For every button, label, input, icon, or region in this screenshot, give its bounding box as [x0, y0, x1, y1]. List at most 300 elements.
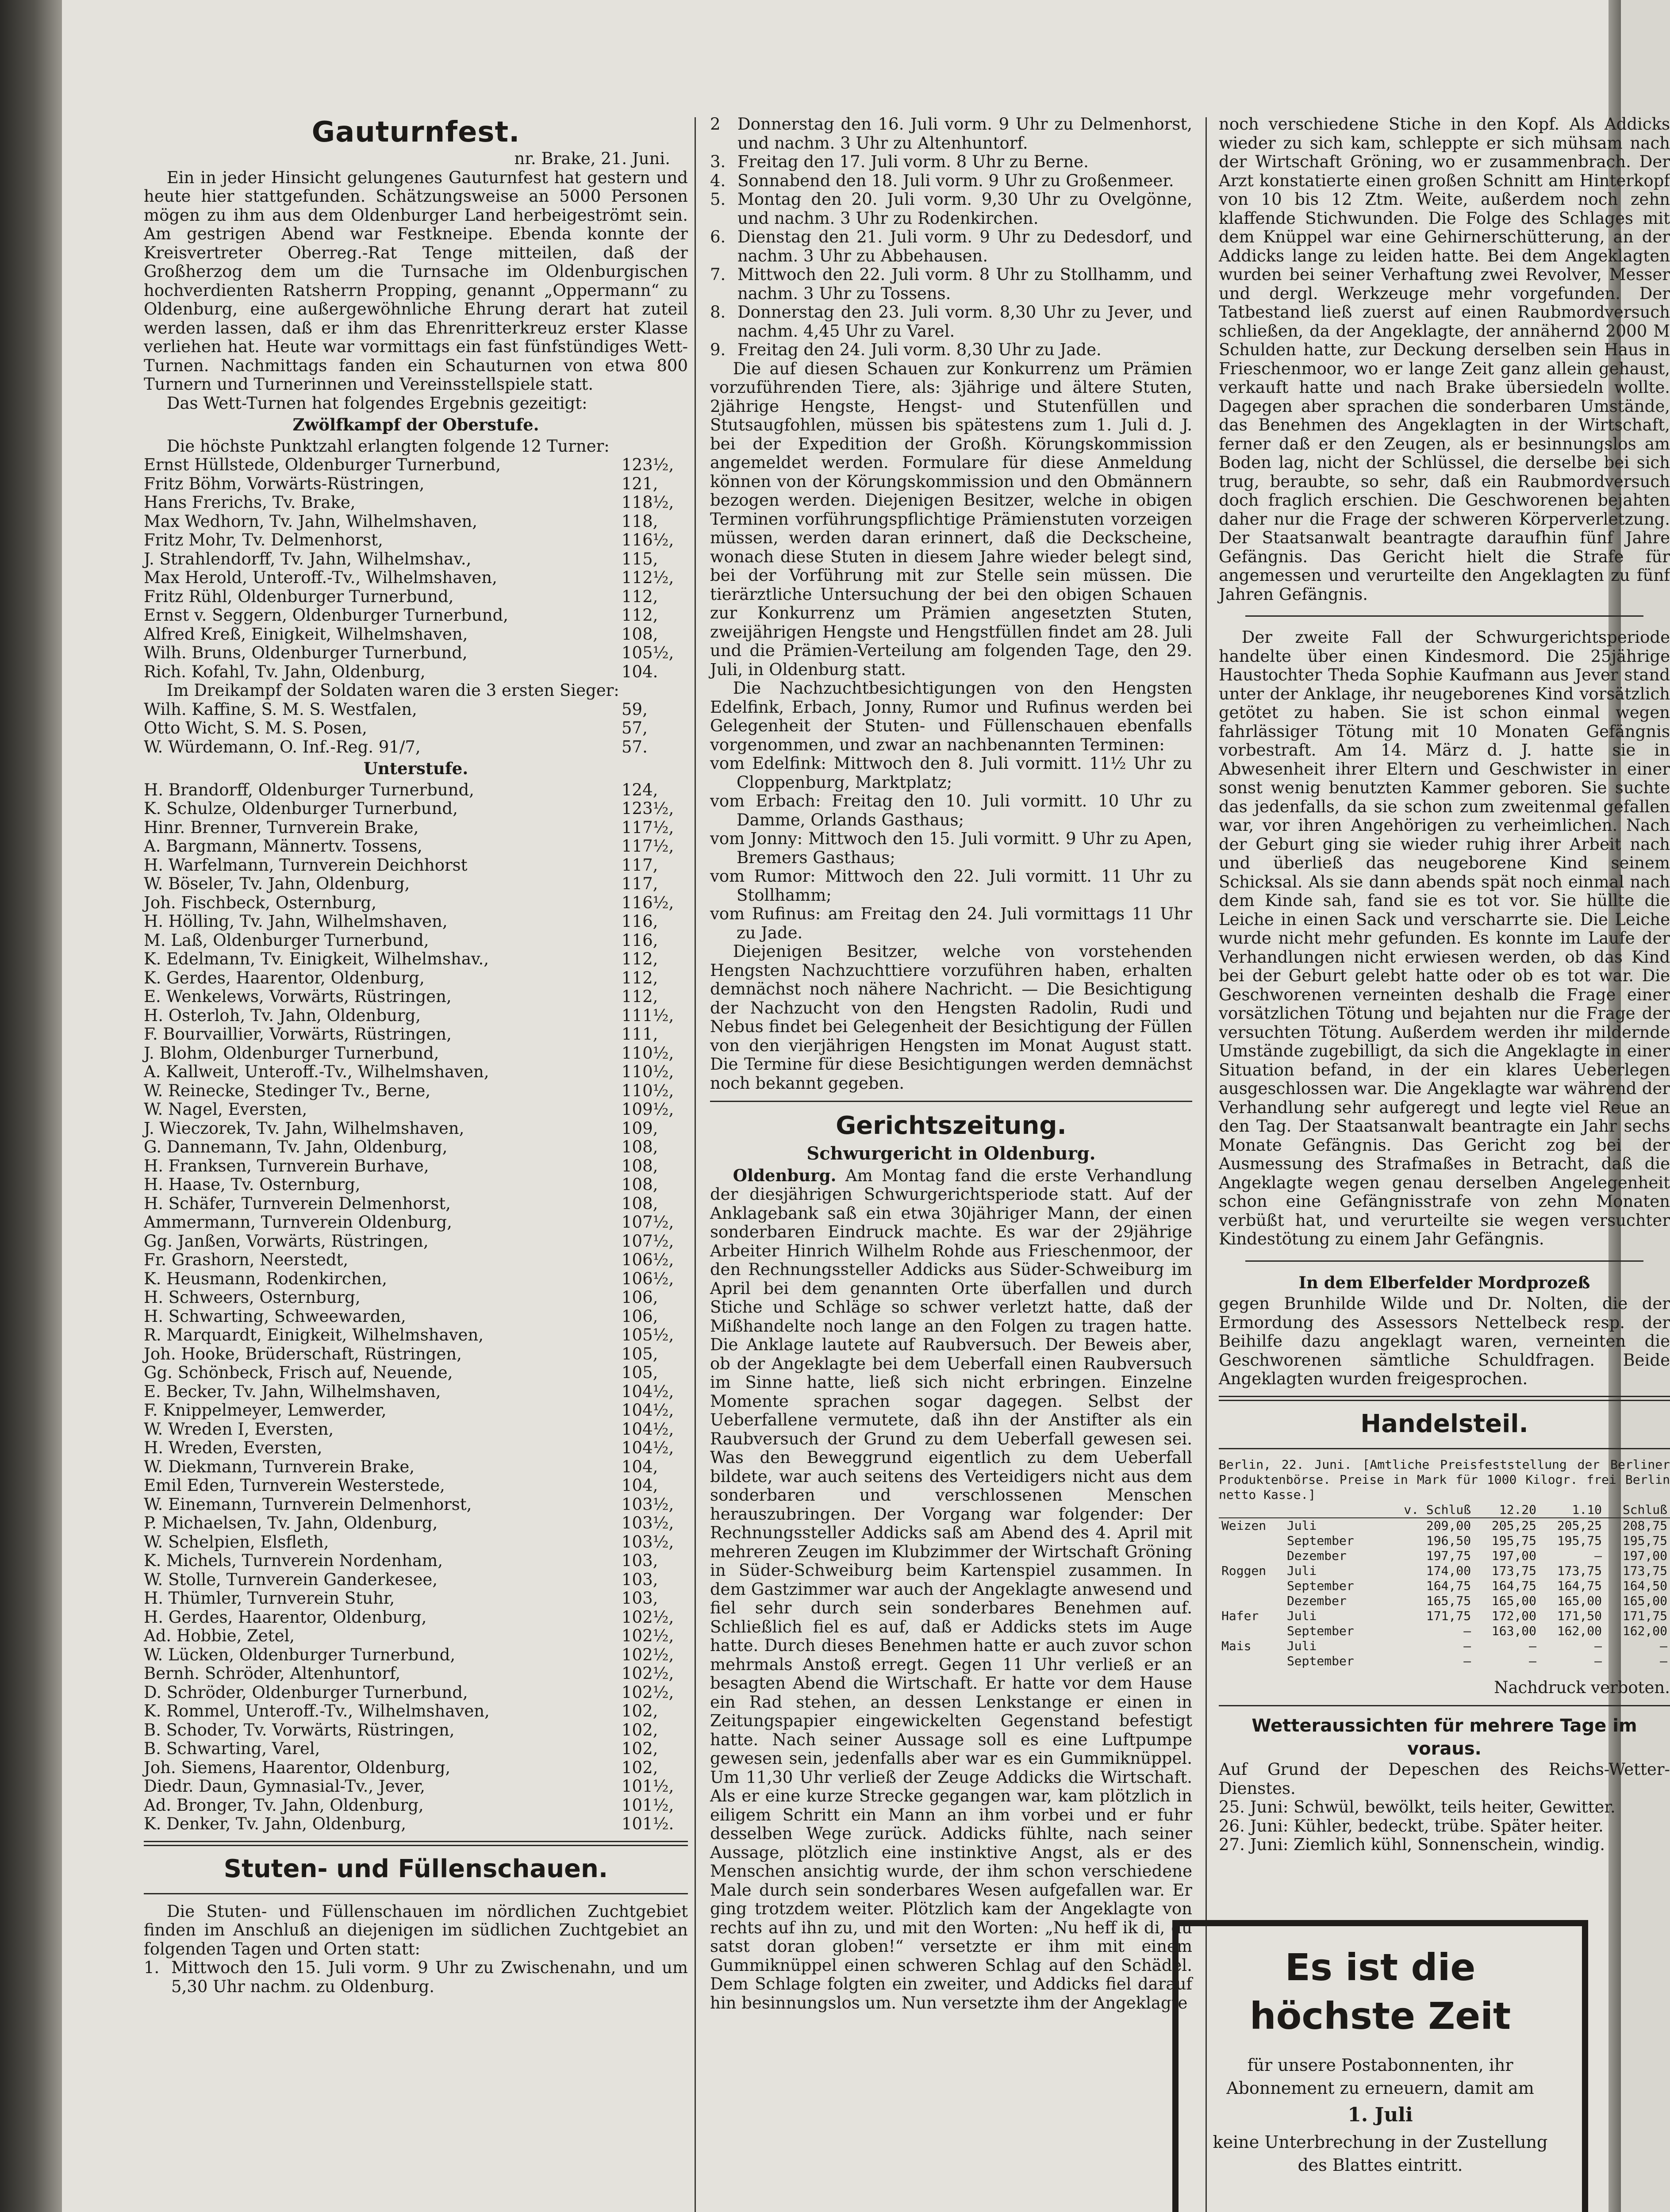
elberfeld-text: gegen Brunhilde Wilde und Dr. Nolten, die der Ermordung des Assessors Nettelbeck resp. der Beihilfe dazu angeklagt waren, verneinten die Geschworenen sämtliche Schuldfragen. Beide Angeklagten wurden freigesprochen.: [1219, 1294, 1670, 1388]
price-row: [1219, 1654, 1670, 1669]
price-cell: 197,00: [1622, 1548, 1667, 1563]
wetter-title: Wetteraussichten für mehrere Tage im voraus.: [1252, 1716, 1637, 1759]
result-score: 103½,: [622, 1513, 674, 1532]
result-score: 116,: [622, 930, 658, 950]
price-cell: —: [1594, 1638, 1602, 1653]
result-score: 104.: [622, 662, 658, 681]
result-score: 108,: [622, 1175, 658, 1194]
result-name: M. Laß, Oldenburger Turnerbund,: [144, 930, 429, 950]
schedule-text: Dienstag den 21. Juli vorm. 9 Uhr zu Dedesdorf, und nachm. 3 Uhr zu Abbehausen.: [737, 227, 1192, 265]
result-row: [144, 894, 688, 913]
result-score: 101½.: [622, 1814, 674, 1833]
result-row: [144, 1175, 688, 1194]
price-cell: Dezember: [1286, 1548, 1347, 1563]
schedule-item: [710, 153, 1192, 172]
price-cell: —: [1660, 1638, 1667, 1653]
price-cell: 195,75: [1622, 1533, 1667, 1548]
result-row: [144, 1495, 688, 1514]
result-name: K. Heusmann, Rodenkirchen,: [144, 1269, 387, 1288]
price-column-header: v. Schluß: [1379, 1502, 1474, 1518]
result-row: [144, 568, 688, 588]
result-score: 116,: [622, 912, 658, 931]
result-name: Wilh. Bruns, Oldenburger Turnerbund,: [144, 643, 468, 662]
result-name: Gg. Schönbeck, Frisch auf, Neuende,: [144, 1363, 453, 1382]
result-row: [144, 550, 688, 569]
result-name: D. Schröder, Oldenburger Turnerbund,: [144, 1682, 468, 1702]
result-score: 103,: [622, 1551, 658, 1570]
schedule-number: 3.: [710, 152, 726, 171]
section-divider: [1219, 1448, 1670, 1449]
price-cell: Mais: [1221, 1638, 1252, 1653]
result-score: 102½,: [622, 1645, 674, 1664]
result-row: [144, 1138, 688, 1157]
price-row: [1219, 1563, 1670, 1578]
result-name: Ad. Bronger, Tv. Jahn, Oldenburg,: [144, 1795, 424, 1815]
result-score: 108,: [622, 1194, 658, 1213]
result-name: J. Blohm, Oldenburger Turnerbund,: [144, 1043, 439, 1063]
price-cell: 172,00: [1491, 1608, 1537, 1623]
price-row: [1219, 1609, 1670, 1624]
schedule-number: 8.: [710, 303, 726, 322]
result-score: 111½,: [622, 1006, 674, 1025]
result-row: [144, 1627, 688, 1646]
result-name: F. Knippelmeyer, Lemwerder,: [144, 1401, 387, 1420]
stuten-title: Stuten- und Füllenschauen.: [223, 1854, 608, 1883]
result-row: [144, 1815, 688, 1834]
price-cell: Juli: [1286, 1563, 1317, 1578]
price-row: [1219, 1533, 1670, 1548]
price-cell: 197,75: [1426, 1548, 1471, 1563]
schedule-item: [710, 303, 1192, 341]
result-row: [144, 1589, 688, 1608]
result-name: W. Wreden I, Eversten,: [144, 1419, 334, 1439]
schedule-number: 1.: [144, 1958, 160, 1977]
result-score: 104,: [622, 1476, 658, 1495]
price-cell: Juli: [1286, 1608, 1317, 1623]
price-cell: [1219, 1533, 1284, 1548]
schedule-text: Sonnabend den 18. Juli vorm. 9 Uhr zu Großenmeer.: [737, 171, 1174, 190]
result-score: 102½,: [622, 1682, 674, 1702]
inspection-event: vom Rumor: Mittwoch den 22. Juli vormitt. 11 Uhr zu Stollhamm;: [710, 867, 1192, 905]
result-name: B. Schoder, Tv. Vorwärts, Rüstringen,: [144, 1720, 455, 1740]
result-name: Max Wedhorn, Tv. Jahn, Wilhelmshaven,: [144, 511, 478, 531]
stuten-para2: Die Nachzuchtbesichtigungen von den Hengsten Edelfink, Erbach, Jonny, Rumor und Rufinus werden bei Gelegenheit der Stuten- und Füllenschauen ebenfalls vorgenommen, und zwar an nachbenannten Terminen:: [710, 679, 1192, 754]
result-row: [144, 1194, 688, 1214]
result-row: [144, 719, 688, 738]
price-row: [1219, 1624, 1670, 1639]
result-score: 102½,: [622, 1626, 674, 1645]
result-row: [144, 1439, 688, 1458]
result-row: [144, 969, 688, 988]
result-row: [144, 1777, 688, 1796]
result-score: 108,: [622, 624, 658, 644]
result-row: [144, 1740, 688, 1759]
result-score: 101½,: [622, 1777, 674, 1796]
schedule-text: Donnerstag den 23. Juli vorm. 8,30 Uhr zu Jever, und nachm. 4,45 Uhr zu Varel.: [737, 303, 1192, 341]
result-name: W. Lücken, Oldenburger Turnerbund,: [144, 1645, 456, 1664]
result-score: 117½,: [622, 837, 674, 856]
result-row: [144, 1458, 688, 1477]
result-row: [144, 781, 688, 800]
schedule-number: 4.: [710, 171, 726, 190]
result-name: H. Schäfer, Turnverein Delmenhorst,: [144, 1194, 451, 1213]
result-score: 57.: [622, 737, 648, 757]
gericht-lead: Oldenburg.: [733, 1165, 837, 1185]
inspection-event: vom Erbach: Freitag den 10. Juli vormitt. 10 Uhr zu Damme, Orlands Gasthaus;: [710, 791, 1192, 830]
forecast-day: 25. Juni: Schwül, bewölkt, teils heiter, Gewitter.: [1219, 1797, 1616, 1816]
section-divider: [1219, 1396, 1670, 1401]
result-name: H. Schwarting, Schweewarden,: [144, 1306, 406, 1326]
result-score: 104½,: [622, 1438, 674, 1457]
result-name: Wilh. Kaffine, S. M. S. Westfalen,: [144, 699, 417, 719]
result-name: Joh. Hooke, Brüderschaft, Rüstringen,: [144, 1344, 462, 1363]
schedule-item: [710, 228, 1192, 265]
price-cell: September: [1286, 1623, 1354, 1638]
result-score: 59,: [622, 699, 648, 719]
schedule-text: Donnerstag den 16. Juli vorm. 9 Uhr zu Delmenhorst, und nachm. 3 Uhr zu Altenhuntorf.: [737, 115, 1192, 153]
stuten-intro: Die Stuten- und Füllenschauen im nördlichen Zuchtgebiet finden im Anschluß an diejenigen im südlichen Zuchtgebiet an folgenden Tagen und Orten statt:: [144, 1901, 688, 1959]
result-name: G. Dannemann, Tv. Jahn, Oldenburg,: [144, 1137, 448, 1156]
wetter-intro: Auf Grund der Depeschen des Reichs-Wetter-Dienstes.: [1219, 1760, 1670, 1798]
result-row: [144, 644, 688, 663]
schedule-item: [710, 265, 1192, 303]
result-score: 112,: [622, 987, 658, 1006]
result-row: [144, 1514, 688, 1533]
result-row: [144, 1157, 688, 1176]
result-row: [144, 456, 688, 475]
result-name: Diedr. Daun, Gymnasial-Tv., Jever,: [144, 1777, 425, 1796]
result-row: [144, 606, 688, 625]
result-name: Otto Wicht, S. M. S. Posen,: [144, 718, 367, 737]
result-row: [144, 512, 688, 531]
gauturnfest-result-intro: Das Wett-Turnen hat folgendes Ergebnis gezeitigt:: [166, 393, 587, 413]
result-score: 103,: [622, 1570, 658, 1589]
result-row: [144, 1326, 688, 1345]
oberstufe-intro: Die höchste Punktzahl erlangten folgende 12 Turner:: [166, 436, 610, 456]
result-row: [144, 1401, 688, 1420]
result-name: A. Bargmann, Männertv. Tossens,: [144, 837, 422, 856]
price-cell: 164,75: [1557, 1578, 1602, 1593]
result-score: 107½,: [622, 1231, 674, 1251]
price-cell: —: [1594, 1548, 1602, 1563]
result-name: J. Strahlendorff, Tv. Jahn, Wilhelmshav.,: [144, 549, 472, 568]
result-row: [144, 950, 688, 969]
result-name: Ernst v. Seggern, Oldenburger Turnerbund,: [144, 606, 508, 625]
result-name: J. Wieczorek, Tv. Jahn, Wilhelmshaven,: [144, 1118, 465, 1138]
result-score: 118,: [622, 511, 658, 531]
result-row: [144, 837, 688, 856]
result-row: [144, 799, 688, 818]
nachdruck-note: Nachdruck verboten.: [1494, 1678, 1670, 1697]
result-score: 117,: [622, 874, 658, 893]
result-name: B. Schwarting, Varel,: [144, 1739, 320, 1758]
result-score: 104½,: [622, 1382, 674, 1401]
result-name: K. Schulze, Oldenburger Turnerbund,: [144, 799, 458, 818]
price-table-body: [1219, 1518, 1670, 1669]
result-row: [144, 1006, 688, 1025]
inspection-event: vom Edelfink: Mittwoch den 8. Juli vormitt. 11½ Uhr zu Cloppenburg, Marktplatz;: [710, 754, 1192, 792]
result-score: 109½,: [622, 1100, 674, 1119]
result-row: [144, 1571, 688, 1590]
result-name: Max Herold, Unteroff.-Tv., Wilhelmshaven,: [144, 568, 497, 587]
column-3: [1219, 115, 1670, 2212]
result-row: [144, 1044, 688, 1063]
result-name: H. Hölling, Tv. Jahn, Wilhelmshaven,: [144, 912, 448, 931]
schedule-text: Montag den 20. Juli vorm. 9,30 Uhr zu Ovelgönne, und nachm. 3 Uhr zu Rodenkirchen.: [737, 190, 1192, 228]
result-name: H. Brandorff, Oldenburger Turnerbund,: [144, 780, 474, 799]
price-row: [1219, 1518, 1670, 1533]
oberstufe-title: Zwölfkampf der Oberstufe.: [292, 415, 539, 434]
result-score: 106½,: [622, 1269, 674, 1288]
result-name: Bernh. Schröder, Altenhuntorf,: [144, 1664, 401, 1683]
price-cell: 163,00: [1491, 1623, 1537, 1638]
result-row: [144, 1082, 688, 1101]
price-cell: 195,75: [1557, 1533, 1602, 1548]
result-row: [144, 1100, 688, 1119]
handel-title: Handelsteil.: [1360, 1409, 1528, 1438]
price-cell: 196,50: [1426, 1533, 1471, 1548]
result-name: H. Gerdes, Haarentor, Oldenburg,: [144, 1607, 427, 1627]
result-row: [144, 1307, 688, 1326]
price-cell: —: [1529, 1653, 1537, 1668]
result-row: [144, 1608, 688, 1627]
price-cell: 195,75: [1491, 1533, 1537, 1548]
result-score: 123½,: [622, 455, 674, 474]
result-row: [144, 475, 688, 494]
result-score: 112,: [622, 587, 658, 606]
result-name: K. Denker, Tv. Jahn, Oldenburg,: [144, 1814, 407, 1833]
result-score: 116½,: [622, 530, 674, 549]
result-score: 118½,: [622, 493, 674, 512]
result-name: H. Wreden, Eversten,: [144, 1438, 322, 1457]
result-name: P. Michaelsen, Tv. Jahn, Oldenburg,: [144, 1513, 438, 1532]
result-score: 102,: [622, 1720, 658, 1740]
result-score: 112,: [622, 606, 658, 625]
result-name: Fritz Böhm, Vorwärts-Rüstringen,: [144, 474, 425, 493]
price-cell: 165,00: [1557, 1593, 1602, 1608]
result-score: 110½,: [622, 1081, 674, 1100]
gauturnfest-dateline: nr. Brake, 21. Juni.: [514, 149, 670, 168]
result-name: K. Gerdes, Haarentor, Oldenburg,: [144, 968, 425, 987]
result-name: W. Diekmann, Turnverein Brake,: [144, 1457, 415, 1476]
price-table: [1219, 1502, 1670, 1669]
result-name: H. Osterloh, Tv. Jahn, Oldenburg,: [144, 1006, 421, 1025]
price-cell: —: [1463, 1623, 1471, 1638]
result-row: [144, 1796, 688, 1815]
result-name: Joh. Siemens, Haarentor, Oldenburg,: [144, 1758, 451, 1777]
result-row: [144, 588, 688, 607]
stuten-schedule: [710, 115, 1192, 360]
price-cell: [1219, 1654, 1284, 1669]
result-name: W. Schelpien, Elsfleth,: [144, 1532, 329, 1551]
stuten-para3: Diejenigen Besitzer, welche von vorstehenden Hengsten Nachzuchttiere vorzuführen haben, erhalten demnächst noch nähere Nachricht. — Die Besichtigung der Nachzucht von den Hengsten Radolin, Rudi und Nebus findet bei Gelegenheit der Besichtigung der Füllen von den vierjährigen Hengsten im Monat August statt. Die Termine für diese Besichtigungen werden demnächst noch bekannt gegeben.: [710, 942, 1192, 1093]
price-row: [1219, 1578, 1670, 1594]
price-cell: —: [1660, 1653, 1667, 1668]
result-name: H. Franksen, Turnverein Burhave,: [144, 1156, 429, 1175]
result-score: 102,: [622, 1701, 658, 1720]
result-score: 106½,: [622, 1250, 674, 1269]
result-score: 104½,: [622, 1419, 674, 1439]
price-cell: Roggen: [1221, 1563, 1267, 1578]
schedule-item: [710, 190, 1192, 228]
schedule-item: [710, 115, 1192, 153]
result-score: 106,: [622, 1288, 658, 1307]
gericht-title: Gerichtszeitung.: [836, 1111, 1067, 1140]
result-score: 107½,: [622, 1213, 674, 1232]
result-name: Alfred Kreß, Einigkeit, Wilhelmshaven,: [144, 624, 468, 644]
gericht-case2: Der zweite Fall der Schwurgerichtsperiode handelte über einen Kindesmord. Die 25jährige Haustochter Theda Sophie Kaufmann aus Jever stand unter der Anklage, ihr neugeborenes Kind vorsätzlich getötet zu haben. Sie ist schon einmal wegen fahrlässiger Tötung mit 10 Monaten Gefängnis vorbestraft. Am 14. März d. J. hatte sie in Abwesenheit ihrer Eltern und Geschwister in einer sonst wenig benutzten Kammer geboren. Sie suchte das jedenfalls, da sie schon zum zweitenmal gefallen war, vor ihren Angehörigen zu verheimlichen. Nach der Geburt ging sie wieder ruhig ihrer Arbeit nach und überließ das neugeborene Kind seinem Schicksal. Als sie dann abends spät noch einmal nach dem Kinde sah, fand sie es tot vor. Sie hüllte die Leiche in einen Sack und verscharrte sie. Die Leiche wurde nicht mehr gefunden. Es konnte im Laufe der Verhandlungen nicht erwiesen werden, ob das Kind bei der Geburt gelebt hatte oder ob es tot war. Die Geschworenen verneinten deshalb die Frage einer vorsätzlichen Tötung und bejahten nur die Frage der versuchten Tötung. Außerdem werden ihr mildernde Umstände zugebilligt, da sich die Angeklagte in einer Situation befand, in der ein klares Ueberlegen ausgeschlossen war. Die Angeklagte war während der Verhandlung sehr aufgeregt und legte viel Reue an den Tag. Der Staatsanwalt beantragte ein Jahr sechs Monate Gefängnis. Das Gericht zog bei der Ausmessung des Strafmaßes in Betracht, daß die Angeklagte wegen genau derselben Angelegenheit schon eine Gefängnisstrafe von zehn Monaten verbüßt hat, und verurteilte sie wegen versuchter Kindestötung zu einem Jahr Gefängnis.: [1219, 628, 1670, 1248]
result-row: [144, 856, 688, 875]
result-name: F. Bourvaillier, Vorwärts, Rüstringen,: [144, 1025, 452, 1044]
price-cell: 171,75: [1622, 1608, 1667, 1623]
dreikampf-intro: Im Dreikampf der Soldaten waren die 3 ersten Sieger:: [166, 681, 619, 700]
schedule-item: [710, 341, 1192, 360]
result-score: 110½,: [622, 1043, 674, 1063]
result-name: E. Becker, Tv. Jahn, Wilhelmshaven,: [144, 1382, 441, 1401]
result-name: Gg. Janßen, Vorwärts, Rüstringen,: [144, 1231, 429, 1251]
handel-header: Berlin, 22. Juni. [Amtliche Preisfeststellung der Berliner Produktenbörse. Preise in Mark für 1000 Kilogr. frei Berlin netto Kasse.]: [1219, 1457, 1670, 1502]
result-name: H. Haase, Tv. Osternburg,: [144, 1175, 361, 1194]
result-row: [144, 1721, 688, 1740]
result-name: H. Thümler, Turnverein Stuhr,: [144, 1589, 395, 1608]
price-cell: 162,00: [1622, 1623, 1667, 1638]
elberfeld-title: In dem Elberfelder Mordprozeß: [1298, 1272, 1590, 1292]
price-cell: 174,00: [1426, 1563, 1471, 1578]
price-row: [1219, 1639, 1670, 1654]
result-score: 105,: [622, 1363, 658, 1382]
wetter-forecast: [1219, 1798, 1670, 1855]
result-name: E. Wenkelews, Vorwärts, Rüstringen,: [144, 987, 452, 1006]
unterstufe-title: Unterstufe.: [363, 759, 468, 778]
result-score: 102,: [622, 1758, 658, 1777]
section-divider: [144, 1893, 688, 1894]
result-score: 105½,: [622, 1325, 674, 1344]
price-cell: 165,75: [1426, 1593, 1471, 1608]
result-score: 112½,: [622, 568, 674, 587]
result-name: Rich. Kofahl, Tv. Jahn, Oldenburg,: [144, 662, 426, 681]
result-row: [144, 625, 688, 644]
result-row: [144, 1270, 688, 1289]
section-divider: [1219, 1705, 1670, 1706]
schedule-item: [144, 1959, 688, 1996]
price-cell: 209,00: [1426, 1518, 1471, 1533]
result-name: Ammermann, Turnverein Oldenburg,: [144, 1213, 452, 1232]
result-score: 103,: [622, 1589, 658, 1608]
gericht-case1-continued: noch verschiedene Stiche in den Kopf. Als Addicks wieder zu sich kam, schleppte er sich mühsam nach der Wirtschaft Gröning, wo er zusammenbrach. Der Arzt konstatierte einen großen Schnitt am Hinterkopf von 10 bis 12 Ztm. Weite, außerdem noch zehn klaffende Stichwunden. Die Folge des Schlages mit dem Knüppel war eine Gehirnerschütterung, an der Addicks lange zu leiden hatte. Bei dem Angeklagten wurden bei seiner Verhaftung zwei Revolver, Messer und dergl. Werkzeuge mehr vorgefunden. Der Tatbestand ließ zuerst auf einen Raubmordversuch schließen, da der Angeklagte, der annähernd 2000 M Schulden hatte, zur Deckung derselben sein Haus in Frieschenmoor, wo er lange Zeit ganz allein gehaust, verkauft hatte und nach Brake übersiedeln wollte. Dagegen aber sprachen die sonderbaren Umstände, das Benehmen des Angeklagten in der Wirtschaft, ferner daß er den Zeugen, als er besinnungslos am Boden lag, nicht der Schlüssel, die derselbe bei sich trug, beraubte, so sehr, daß ein Raubmordversuch doch fraglich erschien. Die Geschworenen bejahten daher nur die Frage der schweren Körperverletzung. Der Staatsanwalt beantragte daraufhin fünf Jahre Gefängnis. Das Gericht hielt die Strafe für angemessen und verurteilte den Angeklagten zu fünf Jahren Gefängnis.: [1219, 115, 1670, 604]
schedule-text: Freitag den 17. Juli vorm. 8 Uhr zu Berne.: [737, 152, 1089, 171]
inspection-event: vom Jonny: Mittwoch den 15. Juli vormitt. 9 Uhr zu Apen, Bremers Gasthaus;: [710, 829, 1192, 867]
result-name: Ernst Hüllstede, Oldenburger Turnerbund,: [144, 455, 501, 474]
result-score: 116½,: [622, 893, 674, 912]
result-name: K. Rommel, Unteroff.-Tv., Wilhelmshaven,: [144, 1701, 490, 1720]
column-2: [710, 115, 1192, 2212]
price-cell: —: [1594, 1653, 1602, 1668]
price-cell: 173,75: [1491, 1563, 1537, 1578]
price-cell: 164,75: [1491, 1578, 1537, 1593]
price-cell: [1219, 1578, 1284, 1594]
result-score: 124,: [622, 780, 658, 799]
result-score: 105,: [622, 1344, 658, 1363]
schedule-number: 2: [710, 115, 721, 134]
result-score: 112,: [622, 949, 658, 968]
result-score: 123½,: [622, 799, 674, 818]
schedule-number: 5.: [710, 190, 726, 209]
result-score: 110½,: [622, 1062, 674, 1081]
result-row: [144, 987, 688, 1006]
gauturnfest-intro: Ein in jeder Hinsicht gelungenes Gauturnfest hat gestern und heute hier stattgefunden. Schätzungsweise an 5000 Personen mögen zu ihm aus dem Oldenburger Land herbeigeströmt sein. Am gestrigen Abend war Festkneipe. Ebenda konnte der Kreisvertreter Oberreg.-Rat Tenge mitteilen, daß der Großherzog dem um die Turnsache im Oldenburgischen hochverdienten Ratsherrn Propping, genannt „Oppermann“ zu Oldenburg, eine außergewöhnliche Ehrung derart hat zuteil werden lassen, daß er ihm das Ehrenritterkreuz erster Klasse verliehen hat. Heute war vormittags ein fast fünfstündiges Wett-Turnen. Nachmittags fanden ein Schauturnen von etwa 800 Turnern und Turnerinnen und Vereinsstellspiele statt.: [144, 168, 688, 394]
result-row: [144, 912, 688, 931]
result-score: 109,: [622, 1118, 658, 1138]
result-score: 115,: [622, 549, 658, 568]
result-name: Hinr. Brenner, Turnverein Brake,: [144, 818, 419, 837]
price-cell: 165,00: [1622, 1593, 1667, 1608]
result-row: [144, 1533, 688, 1552]
result-row: [144, 1683, 688, 1702]
price-cell: 208,75: [1622, 1518, 1667, 1533]
schedule-number: 6.: [710, 227, 726, 246]
result-name: W. Würdemann, O. Inf.-Reg. 91/7,: [144, 737, 421, 757]
result-name: Fritz Mohr, Tv. Delmenhorst,: [144, 530, 383, 549]
notice-text-1: für unsere Postabonnenten, ihr Abonnement zu erneuern, damit am: [1226, 2055, 1534, 2098]
price-cell: 205,25: [1557, 1518, 1602, 1533]
result-score: 102½,: [622, 1664, 674, 1683]
price-cell: Dezember: [1286, 1593, 1347, 1608]
result-name: W. Reinecke, Stedinger Tv., Berne,: [144, 1081, 431, 1100]
subscription-notice: [1172, 1920, 1588, 2212]
result-row: [144, 1551, 688, 1571]
price-cell: 164,75: [1426, 1578, 1471, 1593]
unterstufe-list: [144, 781, 688, 1834]
result-row: [144, 700, 688, 719]
result-row: [144, 738, 688, 757]
price-cell: September: [1286, 1533, 1354, 1548]
result-name: A. Kallweit, Unteroff.-Tv., Wilhelmshaven,: [144, 1062, 489, 1081]
price-table-header: [1219, 1502, 1670, 1518]
result-name: R. Marquardt, Einigkeit, Wilhelmshaven,: [144, 1325, 484, 1344]
schedule-text: Mittwoch den 15. Juli vorm. 9 Uhr zu Zwischenahn, und um 5,30 Uhr nachm. zu Oldenburg.: [171, 1958, 688, 1996]
price-cell: 165,00: [1491, 1593, 1537, 1608]
result-row: [144, 1063, 688, 1082]
schedule-number: 9.: [710, 340, 726, 359]
result-score: 104½,: [622, 1401, 674, 1420]
result-score: 112,: [622, 968, 658, 987]
stuten-first-item: [144, 1959, 688, 1996]
schedule-text: Freitag den 24. Juli vorm. 8,30 Uhr zu Jade.: [737, 340, 1102, 359]
result-score: 111,: [622, 1025, 658, 1044]
gericht-subtitle: Schwurgericht in Oldenburg.: [806, 1143, 1096, 1164]
section-divider: [710, 1101, 1192, 1102]
price-cell: 164,50: [1622, 1578, 1667, 1593]
result-score: 103½,: [622, 1532, 674, 1551]
result-row: [144, 1382, 688, 1402]
price-cell: 162,00: [1557, 1623, 1602, 1638]
price-cell: 197,00: [1491, 1548, 1537, 1563]
schedule-item: [710, 172, 1192, 191]
schedule-number: 7.: [710, 265, 726, 284]
result-score: 104,: [622, 1457, 658, 1476]
result-score: 108,: [622, 1156, 658, 1175]
result-name: K. Michels, Turnverein Nordenham,: [144, 1551, 443, 1570]
price-cell: —: [1463, 1638, 1471, 1653]
stuten-events: [710, 754, 1192, 942]
price-cell: 171,75: [1426, 1608, 1471, 1623]
result-score: 57,: [622, 718, 648, 737]
price-cell: [1219, 1594, 1284, 1609]
price-row: [1219, 1594, 1670, 1609]
result-name: W. Böseler, Tv. Jahn, Oldenburg,: [144, 874, 410, 893]
column-1: [144, 115, 688, 2212]
price-cell: —: [1529, 1638, 1537, 1653]
